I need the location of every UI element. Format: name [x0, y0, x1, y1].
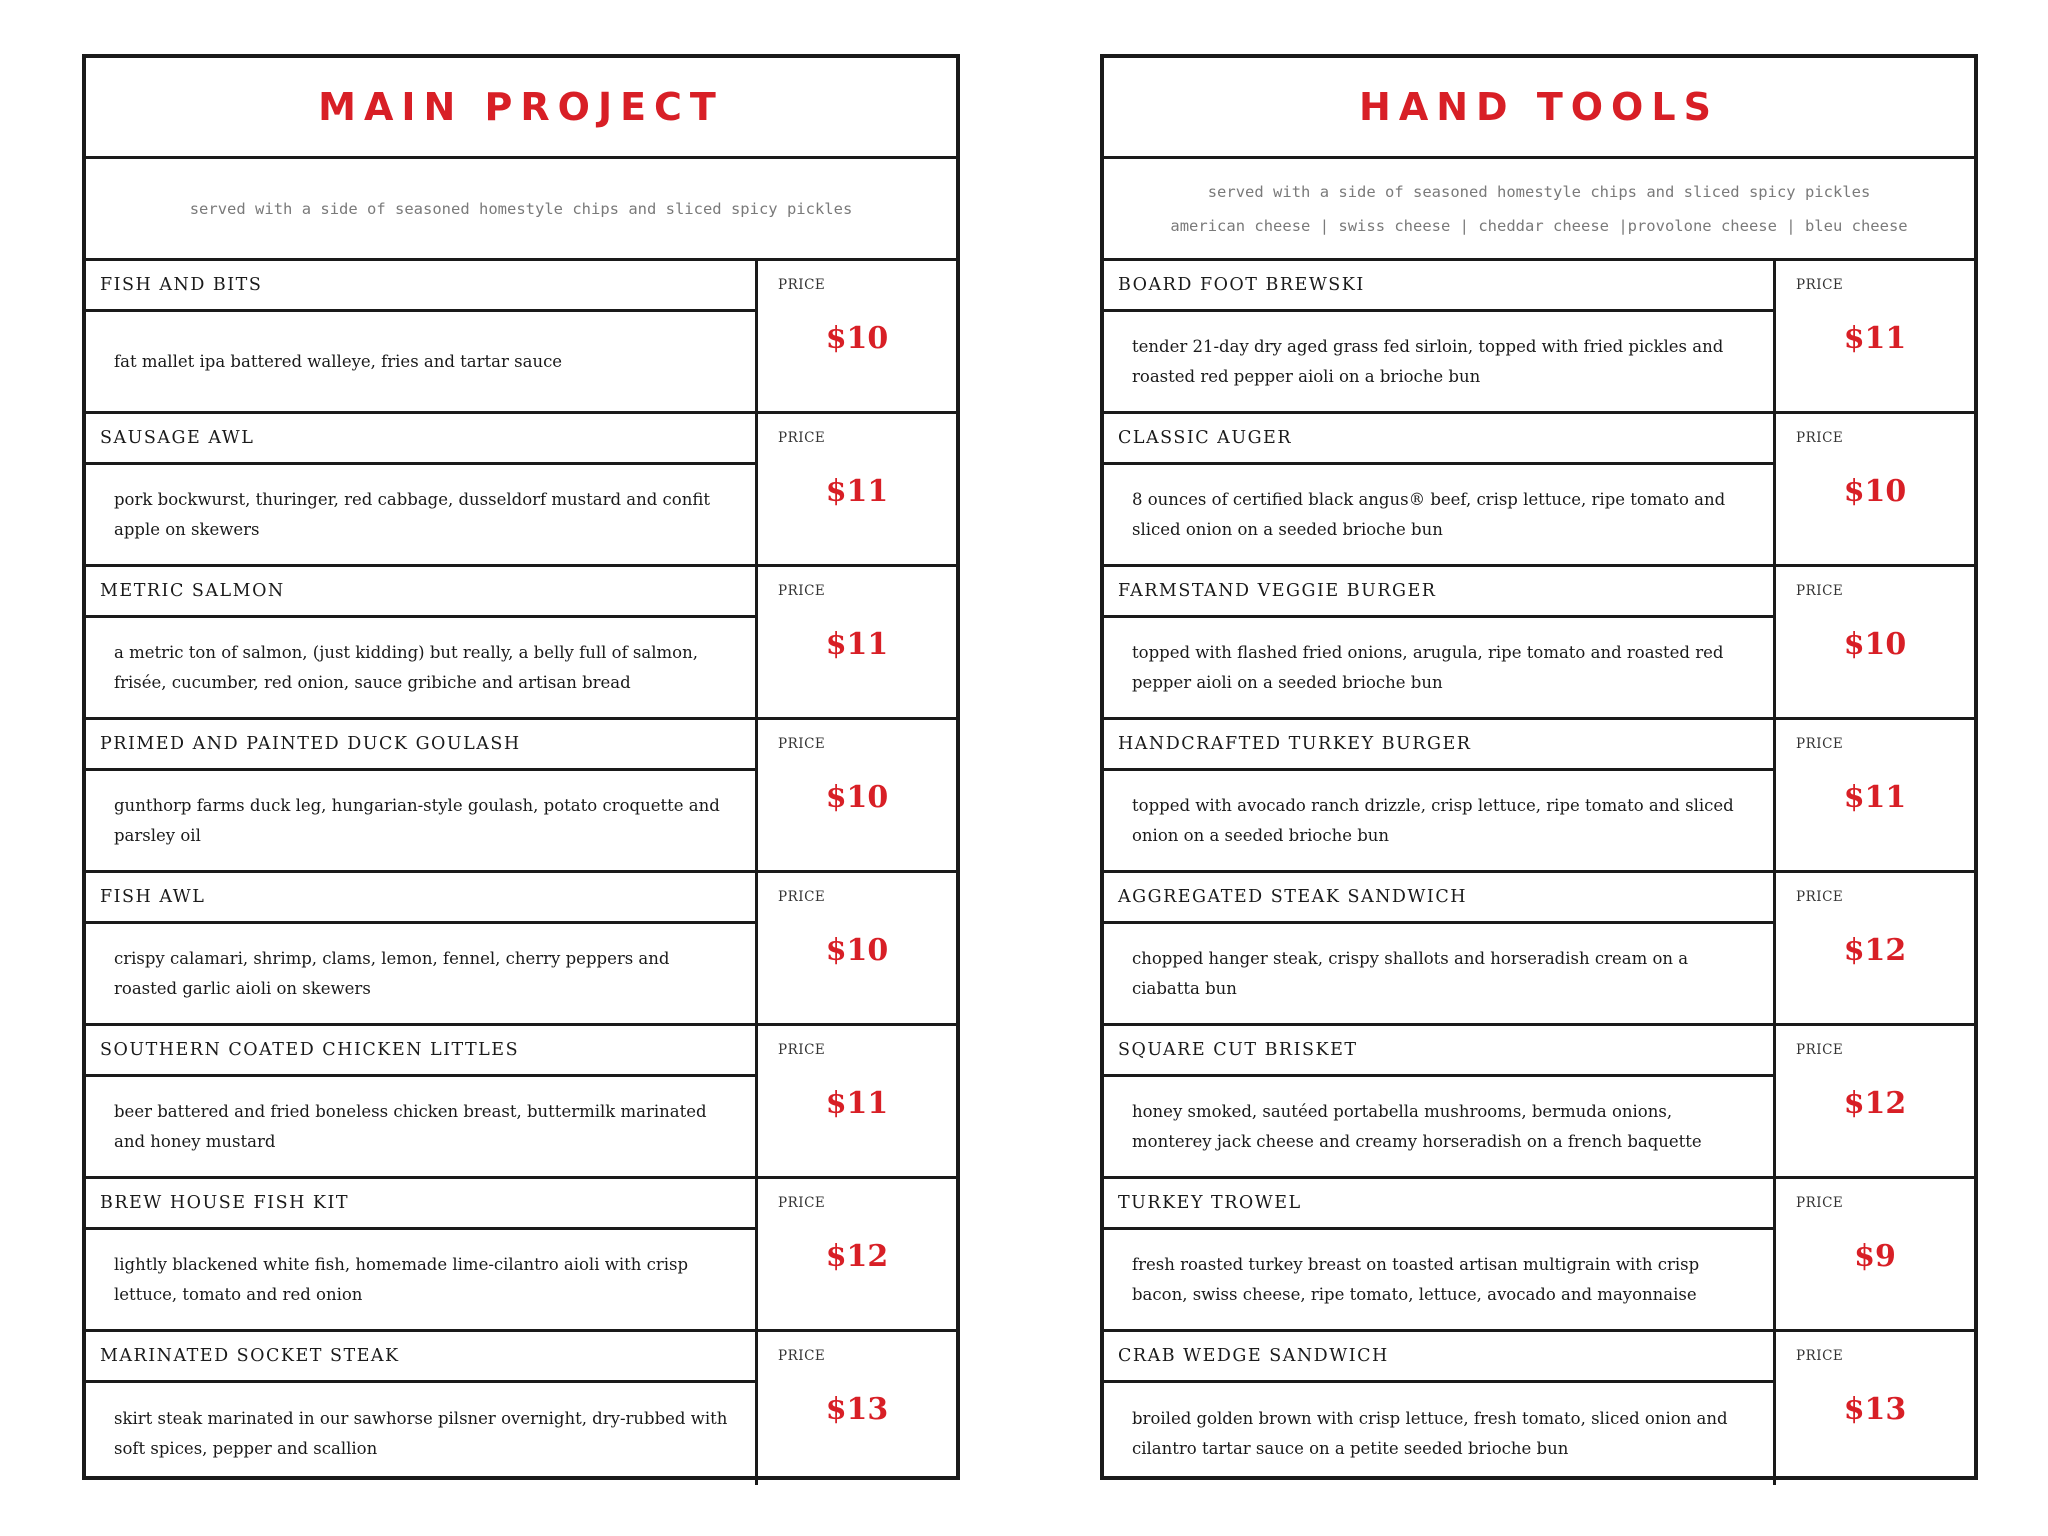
menu-item [1104, 1179, 1974, 1332]
menu-item [86, 873, 956, 1026]
item-name: CRAB WEDGE SANDWICH [1104, 1332, 1776, 1383]
menu-item [1104, 261, 1974, 414]
price-cell [1776, 567, 1974, 717]
price-cell [758, 414, 956, 564]
item-name: AGGREGATED STEAK SANDWICH [1104, 873, 1776, 924]
menu-item [86, 414, 956, 567]
menu-item [86, 720, 956, 873]
price-cell [758, 873, 956, 1023]
item-description [1104, 1383, 1776, 1485]
price-cell [758, 720, 956, 870]
price-value: $10 [1843, 627, 1907, 662]
price-cell [758, 567, 956, 717]
item-description-text: lightly blackened white fish, homemade lime-cilantro aioli with crisp lettuce, tomato and red onion [114, 1254, 689, 1304]
price-value: $10 [825, 933, 889, 968]
item-name: BOARD FOOT BREWSKI [1104, 261, 1776, 312]
menu-item [86, 1026, 956, 1179]
price-cell [1776, 1332, 1974, 1485]
price-label: PRICE [1796, 736, 1844, 752]
price-value: $12 [1843, 933, 1907, 968]
item-name: FISH AWL [86, 873, 758, 924]
item-description [1104, 771, 1776, 870]
item-description-text: fresh roasted turkey breast on toasted artisan multigrain with crisp bacon, swiss cheese, ripe tomato, lettuce, avocado and mayonnaise [1132, 1254, 1700, 1304]
menu-item [1104, 720, 1974, 873]
price-label: PRICE [778, 889, 826, 905]
price-value: $9 [1854, 1239, 1896, 1274]
price-cell [1776, 720, 1974, 870]
panel-title: MAIN PROJECT [318, 85, 724, 129]
price-value: $13 [1843, 1392, 1907, 1427]
price-value: $12 [1843, 1086, 1907, 1121]
price-value: $11 [1843, 780, 1907, 815]
panel-header [1104, 58, 1974, 159]
item-description-text: topped with flashed fried onions, arugula, ripe tomato and roasted red pepper aioli on a seeded brioche bun [1132, 642, 1724, 692]
item-description [86, 1077, 758, 1176]
item-description-text: gunthorp farms duck leg, hungarian-style goulash, potato croquette and parsley oil [114, 795, 720, 845]
price-label: PRICE [1796, 1195, 1844, 1211]
item-description-text: beer battered and fried boneless chicken breast, buttermilk marinated and honey mustard [114, 1101, 707, 1151]
item-description [86, 924, 758, 1023]
menu-item [1104, 414, 1974, 567]
menu-item [86, 1332, 956, 1485]
menu-item [86, 567, 956, 720]
menu-items-list [86, 261, 956, 1476]
menu-item [86, 261, 956, 414]
panel-subtitle [86, 159, 956, 261]
panel-title: HAND TOOLS [1359, 85, 1719, 129]
price-label: PRICE [1796, 583, 1844, 599]
price-label: PRICE [778, 1348, 826, 1364]
item-description-text: chopped hanger steak, crispy shallots and horseradish cream on a ciabatta bun [1132, 948, 1689, 998]
item-description [86, 1383, 758, 1485]
price-label: PRICE [1796, 277, 1844, 293]
item-description [86, 1230, 758, 1329]
item-description [1104, 618, 1776, 717]
cheese-options: american cheese | swiss cheese | cheddar cheese |provolone cheese | bleu cheese [1170, 216, 1908, 235]
panel-subtitle [1104, 159, 1974, 261]
price-label: PRICE [778, 430, 826, 446]
price-value: $11 [1843, 321, 1907, 356]
sides-note: served with a side of seasoned homestyle chips and sliced spicy pickles [1207, 182, 1871, 201]
price-label: PRICE [778, 277, 826, 293]
price-cell [1776, 414, 1974, 564]
item-description-text: tender 21-day dry aged grass fed sirloin, topped with fried pickles and roasted red pepper aioli on a brioche bun [1132, 336, 1724, 386]
price-label: PRICE [778, 583, 826, 599]
item-name: SAUSAGE AWL [86, 414, 758, 465]
price-label: PRICE [1796, 1042, 1844, 1058]
item-description-text: honey smoked, sautéed portabella mushrooms, bermuda onions, monterey jack cheese and creamy horseradish on a french baquette [1132, 1101, 1702, 1151]
item-name: TURKEY TROWEL [1104, 1179, 1776, 1230]
item-description [1104, 465, 1776, 564]
item-description-text: pork bockwurst, thuringer, red cabbage, dusseldorf mustard and confit apple on skewers [114, 489, 710, 539]
price-label: PRICE [778, 1042, 826, 1058]
item-description [86, 312, 758, 411]
price-value: $12 [825, 1239, 889, 1274]
price-cell [758, 1179, 956, 1329]
price-cell [1776, 261, 1974, 411]
menu-item [1104, 567, 1974, 720]
panel-header [86, 58, 956, 159]
item-name: FISH AND BITS [86, 261, 758, 312]
menu-panel-hand-tools [1100, 54, 1978, 1480]
item-name: SQUARE CUT BRISKET [1104, 1026, 1776, 1077]
price-cell [758, 1026, 956, 1176]
price-label: PRICE [778, 1195, 826, 1211]
item-name: FARMSTAND VEGGIE BURGER [1104, 567, 1776, 618]
price-label: PRICE [1796, 430, 1844, 446]
item-description [86, 771, 758, 870]
price-cell [1776, 1026, 1974, 1176]
item-description [1104, 1077, 1776, 1176]
item-description [1104, 312, 1776, 411]
item-description-text: crispy calamari, shrimp, clams, lemon, fennel, cherry peppers and roasted garlic aioli on skewers [114, 948, 670, 998]
item-name: BREW HOUSE FISH KIT [86, 1179, 758, 1230]
price-label: PRICE [778, 736, 826, 752]
item-description-text: skirt steak marinated in our sawhorse pilsner overnight, dry-rubbed with soft spices, pepper and scallion [114, 1409, 728, 1458]
price-value: $11 [825, 627, 889, 662]
price-value: $10 [825, 780, 889, 815]
item-description-text: 8 ounces of certified black angus® beef, crisp lettuce, ripe tomato and sliced onion on a seeded brioche bun [1132, 489, 1726, 539]
price-value: $13 [825, 1392, 889, 1427]
price-value: $10 [1843, 474, 1907, 509]
price-cell [1776, 873, 1974, 1023]
item-description [86, 618, 758, 717]
item-description [86, 465, 758, 564]
item-description-text: topped with avocado ranch drizzle, crisp lettuce, ripe tomato and sliced onion on a seeded brioche bun [1132, 795, 1734, 845]
price-label: PRICE [1796, 1348, 1844, 1364]
item-name: SOUTHERN COATED CHICKEN LITTLES [86, 1026, 758, 1077]
item-description [1104, 924, 1776, 1023]
item-description-text: a metric ton of salmon, (just kidding) but really, a belly full of salmon, frisée, cucumber, red onion, sauce gribiche and artisan bread [114, 642, 698, 692]
item-name: CLASSIC AUGER [1104, 414, 1776, 465]
sides-note: served with a side of seasoned homestyle chips and sliced spicy pickles [189, 199, 853, 218]
item-name: METRIC SALMON [86, 567, 758, 618]
item-name: HANDCRAFTED TURKEY BURGER [1104, 720, 1776, 771]
menu-item [1104, 1026, 1974, 1179]
item-description [1104, 1230, 1776, 1329]
menu-item [86, 1179, 956, 1332]
price-label: PRICE [1796, 889, 1844, 905]
price-cell [758, 1332, 956, 1485]
item-description-text: broiled golden brown with crisp lettuce, fresh tomato, sliced onion and cilantro tartar sauce on a petite seeded brioche bun [1132, 1409, 1728, 1458]
price-value: $10 [825, 321, 889, 356]
menu-item [1104, 873, 1974, 1026]
price-cell [758, 261, 956, 411]
item-description-text: fat mallet ipa battered walleye, fries and tartar sauce [114, 351, 563, 371]
menu-items-list [1104, 261, 1974, 1476]
price-value: $11 [825, 474, 889, 509]
menu-item [1104, 1332, 1974, 1485]
menu-panel-main-project [82, 54, 960, 1480]
item-name: MARINATED SOCKET STEAK [86, 1332, 758, 1383]
price-value: $11 [825, 1086, 889, 1121]
item-name: PRIMED AND PAINTED DUCK GOULASH [86, 720, 758, 771]
price-cell [1776, 1179, 1974, 1329]
